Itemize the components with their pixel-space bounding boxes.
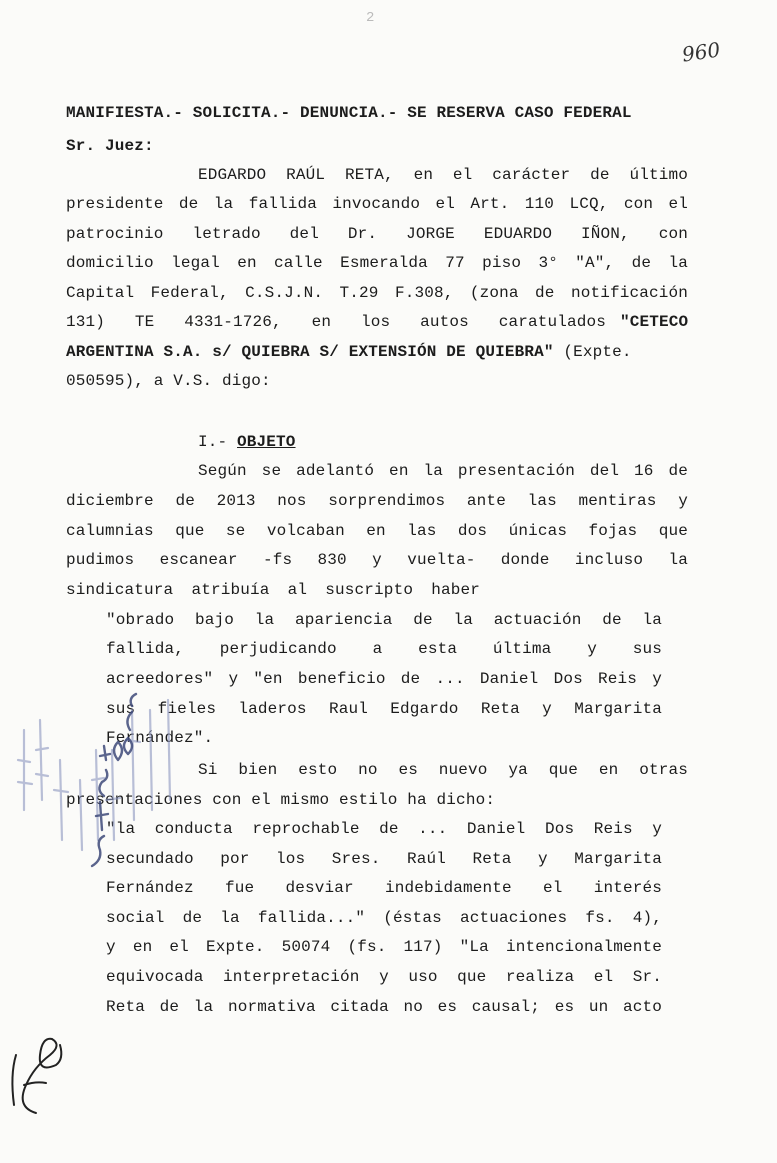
body-line: sindicatura atribuía al suscripto haber	[66, 581, 480, 599]
page-number: 960	[680, 37, 722, 67]
handwritten-signature	[6, 1015, 76, 1125]
intro-line: presidente de la fallida invocando el Art. 110 LCQ, con el	[66, 195, 688, 213]
case-title-start: "CETECO	[620, 313, 689, 331]
intro-line: EDGARDO RAÚL RETA, en el carácter de último	[198, 166, 688, 184]
body-line: calumnias que se volcaban en las dos únicas fojas que	[66, 522, 688, 540]
quote-line: Fernández fue desviar indebidamente el interés	[106, 879, 662, 897]
quote-line: social de la fallida..." (éstas actuaciones fs. 4),	[106, 909, 662, 927]
quote-line: fallida, perjudicando a esta última y sus	[106, 640, 662, 658]
section-number: I.-	[198, 433, 238, 451]
section-title: OBJETO	[237, 433, 296, 451]
quote-line: equivocada interpretación y uso que realiza el Sr.	[106, 968, 662, 986]
case-number-label: (Expte.	[553, 343, 632, 361]
body-line: Según se adelantó en la presentación del 16 de	[198, 462, 688, 480]
body-line: presentaciones con el mismo estilo ha dicho:	[66, 791, 496, 809]
quote-line: "obrado bajo la apariencia de la actuación de la	[106, 611, 662, 629]
body-line: diciembre de 2013 nos sorprendimos ante las mentiras y	[66, 492, 688, 510]
salutation: Sr. Juez:	[66, 137, 154, 155]
quote-line: Fernández".	[106, 729, 214, 747]
body-line: Si bien esto no es nuevo ya que en otras	[198, 761, 688, 779]
quote-line: y en el Expte. 50074 (fs. 117) "La intencionalmente	[106, 938, 662, 956]
quote-line: secundado por los Sres. Raúl Reta y Margarita	[106, 850, 662, 868]
quote-line: acreedores" y "en beneficio de ... Daniel Dos Reis y	[106, 670, 662, 688]
quote-line: Reta de la normativa citada no es causal; es un acto	[106, 998, 662, 1016]
quote-line: sus fieles laderos Raul Edgardo Reta y Margarita	[106, 700, 662, 718]
intro-line: domicilio legal en calle Esmeralda 77 piso 3° "A", de la	[66, 254, 688, 272]
quote-line: "la conducta reprochable de ... Daniel Dos Reis y	[106, 820, 662, 838]
intro-line-case	[66, 342, 632, 362]
body-line: pudimos escanear -fs 830 y vuelta- donde incluso la	[66, 551, 688, 569]
intro-line: patrocinio letrado del Dr. JORGE EDUARDO IÑON, con	[66, 225, 688, 243]
intro-line: 131) TE 4331-1726, en los autos caratulados	[66, 313, 606, 331]
intro-line: Capital Federal, C.S.J.N. T.29 F.308, (zona de notificación	[66, 284, 688, 302]
intro-line: 050595), a V.S. digo:	[66, 372, 271, 390]
top-mark: 2	[366, 10, 375, 26]
document-heading: MANIFIESTA.- SOLICITA.- DENUNCIA.- SE RESERVA CASO FEDERAL	[66, 104, 632, 122]
receipt-stamp	[10, 690, 180, 890]
section-heading	[198, 432, 296, 452]
case-title: ARGENTINA S.A. s/ QUIEBRA S/ EXTENSIÓN DE QUIEBRA"	[66, 343, 554, 361]
